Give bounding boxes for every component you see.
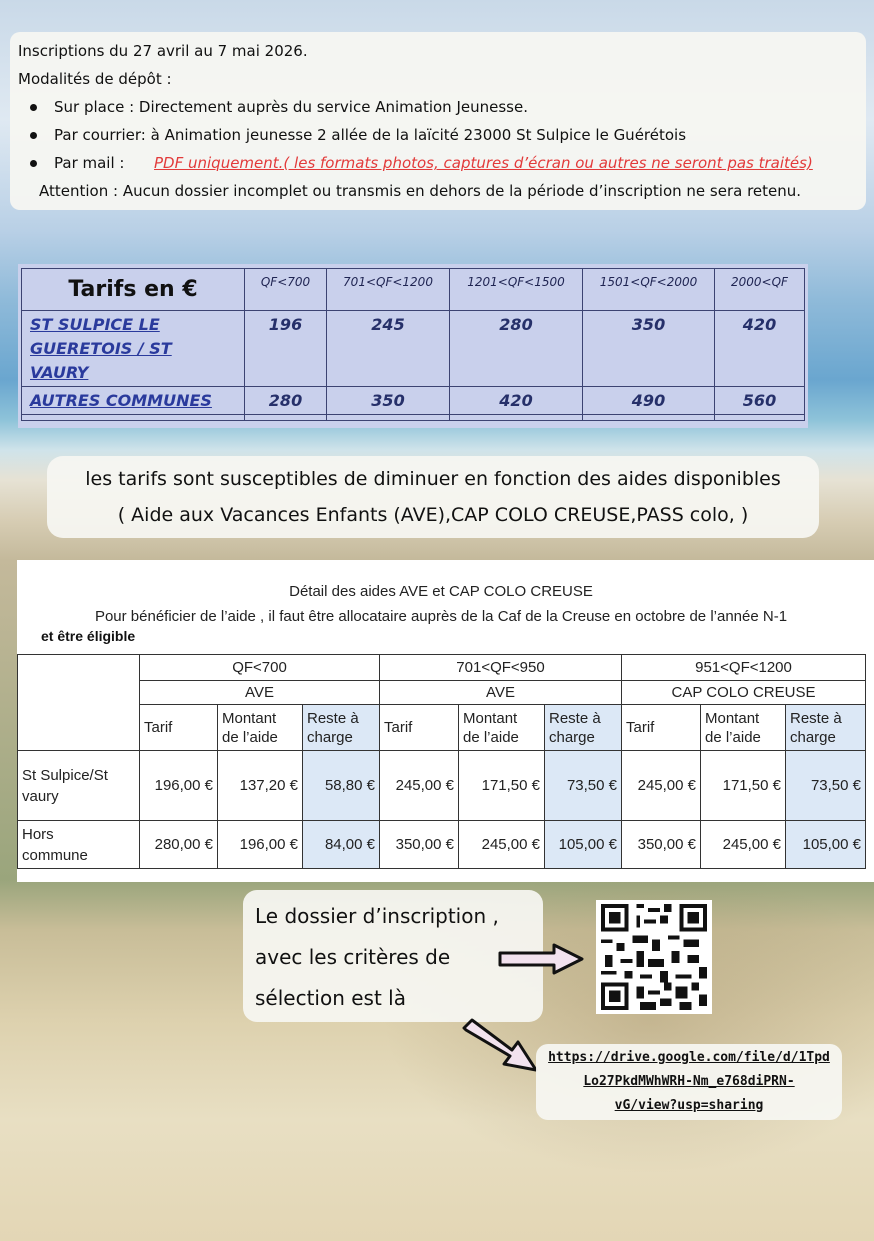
tarif-value: 280 — [245, 387, 327, 415]
tarif-value: 350 — [583, 311, 715, 387]
tarif-value: 196 — [245, 311, 327, 387]
note-line-1: les tarifs sont susceptibles de diminuer en fonction des aides disponibles — [85, 468, 781, 490]
dossier-line-1: Le dossier d’inscription , — [255, 904, 499, 928]
table-cell: 245,00 € — [459, 821, 545, 869]
col-montant-line: de l’aide — [463, 728, 519, 746]
row-label — [18, 821, 140, 869]
dossier-line-2: avec les critères de — [255, 945, 451, 969]
link-line-3[interactable]: vG/view?usp=sharing — [614, 1098, 764, 1113]
col-reste-line: Reste à — [307, 709, 359, 727]
registration-dates: Inscriptions du 27 avril au 7 mai 2026. — [18, 42, 308, 60]
note-line-2: ( Aide aux Vacances Enfants (AVE),CAP COLO CREUSE,PASS colo, ) — [117, 504, 749, 526]
tarif-column-header: 2000<QF — [715, 269, 805, 311]
link-line-1[interactable]: https://drive.google.com/file/d/1Tpd — [548, 1050, 830, 1065]
link-line-2[interactable]: Lo27PkdMWhWRH-Nm_e768diPRN- — [583, 1074, 795, 1089]
col-reste — [786, 705, 866, 751]
aides-subtitle: Pour bénéficier de l’aide , il faut être allocataire auprès de la Caf de la Creuse en octobre de l’année N-1 — [94, 608, 788, 625]
bullet-icon — [30, 104, 37, 111]
table-row — [22, 311, 805, 387]
deposit-by-mail-post: Par courrier: à Animation jeunesse 2 allée de la laïcité 23000 St Sulpice le Guérétois — [54, 126, 687, 144]
tarifs-title: Tarifs en € — [22, 269, 245, 311]
tarif-place-label — [22, 387, 245, 415]
col-montant-line: Montant — [705, 709, 760, 727]
tarif-value: 350 — [327, 387, 450, 415]
empty-corner-cell — [18, 655, 140, 751]
dossier-line-3: sélection est là — [255, 986, 406, 1010]
tarif-value: 490 — [583, 387, 715, 415]
aid-type-header: CAP COLO CREUSE — [622, 681, 866, 705]
col-reste-line: charge — [790, 728, 836, 746]
qf-group-header: 951<QF<1200 — [622, 655, 866, 681]
arrow-right-icon — [496, 942, 588, 976]
tarif-value: 560 — [715, 387, 805, 415]
row-label-line: vaury — [22, 787, 59, 805]
col-montant — [218, 705, 303, 751]
bullet-icon — [30, 132, 37, 139]
pdf-only-note: PDF uniquement.( les formats photos, captures d’écran ou autres ne seront pas traités) — [154, 154, 813, 172]
table-cell: 58,80 € — [303, 751, 380, 821]
table-cell: 245,00 € — [701, 821, 786, 869]
row-label-line: St Sulpice/St — [22, 766, 108, 784]
col-reste-line: Reste à — [790, 709, 842, 727]
table-cell: 280,00 € — [140, 821, 218, 869]
table-cell: 171,50 € — [701, 751, 786, 821]
row-label — [18, 751, 140, 821]
table-cell: 245,00 € — [380, 751, 459, 821]
tarif-value: 420 — [450, 387, 583, 415]
table-cell: 73,50 € — [786, 751, 866, 821]
tarif-value: 420 — [715, 311, 805, 387]
col-tarif: Tarif — [380, 705, 459, 751]
tarif-place-label — [22, 311, 245, 387]
col-reste-line: charge — [549, 728, 595, 746]
place-line: GUERETOIS / ST — [30, 339, 172, 358]
table-row — [18, 751, 866, 821]
dossier-link[interactable] — [536, 1044, 842, 1120]
table-row — [18, 821, 866, 869]
deposit-on-site: Sur place : Directement auprès du service Animation Jeunesse. — [54, 98, 528, 116]
col-montant-line: de l’aide — [705, 728, 761, 746]
col-montant-line: Montant — [222, 709, 277, 727]
table-cell: 171,50 € — [459, 751, 545, 821]
col-montant-line: Montant — [463, 709, 518, 727]
table-cell: 137,20 € — [218, 751, 303, 821]
qf-group-header: 701<QF<950 — [380, 655, 622, 681]
tarif-column-header: 1501<QF<2000 — [583, 269, 715, 311]
place-line: AUTRES COMMUNES — [30, 391, 212, 410]
table-cell: 73,50 € — [545, 751, 622, 821]
tarifs-table — [21, 268, 805, 421]
table-cell: 196,00 € — [140, 751, 218, 821]
col-reste — [303, 705, 380, 751]
tarifs-table-panel — [18, 264, 808, 428]
tarif-column-header: 1201<QF<1500 — [450, 269, 583, 311]
table-cell: 245,00 € — [622, 751, 701, 821]
table-cell: 350,00 € — [380, 821, 459, 869]
table-cell: 105,00 € — [545, 821, 622, 869]
aides-table — [17, 654, 866, 869]
col-tarif: Tarif — [622, 705, 701, 751]
qf-group-header: QF<700 — [140, 655, 380, 681]
col-reste-line: charge — [307, 728, 353, 746]
place-line: VAURY — [30, 363, 89, 382]
aides-panel — [17, 560, 874, 882]
place-line: ST SULPICE LE — [30, 315, 160, 334]
tarif-value: 245 — [327, 311, 450, 387]
bullet-icon — [30, 160, 37, 167]
table-cell: 105,00 € — [786, 821, 866, 869]
table-cell: 196,00 € — [218, 821, 303, 869]
col-tarif: Tarif — [140, 705, 218, 751]
col-reste-line: Reste à — [549, 709, 601, 727]
col-reste — [545, 705, 622, 751]
incomplete-file-warning: Attention : Aucun dossier incomplet ou transmis en dehors de la période d’inscription ne sera retenu. — [39, 182, 802, 200]
col-montant-line: de l’aide — [222, 728, 278, 746]
row-label-line: commune — [22, 846, 88, 864]
row-label-line: Hors — [22, 825, 54, 843]
table-cell: 350,00 € — [622, 821, 701, 869]
registration-info-box — [10, 32, 866, 210]
deposit-by-email-label: Par mail : — [54, 154, 125, 172]
tarif-column-header: QF<700 — [245, 269, 327, 311]
aid-type-header: AVE — [140, 681, 380, 705]
table-cell: 84,00 € — [303, 821, 380, 869]
col-montant — [701, 705, 786, 751]
col-montant — [459, 705, 545, 751]
aid-type-header: AVE — [380, 681, 622, 705]
tarif-value: 280 — [450, 311, 583, 387]
deposit-methods-heading: Modalités de dépôt : — [18, 70, 172, 88]
tarif-column-header: 701<QF<1200 — [327, 269, 450, 311]
price-reduction-note — [47, 456, 819, 538]
aides-title: Détail des aides AVE et CAP COLO CREUSE — [289, 583, 593, 600]
qr-code-icon[interactable] — [596, 900, 712, 1014]
arrow-down-right-icon — [458, 1016, 544, 1076]
aides-subtitle-eligible: et être éligible — [41, 628, 136, 644]
table-row — [22, 387, 805, 415]
